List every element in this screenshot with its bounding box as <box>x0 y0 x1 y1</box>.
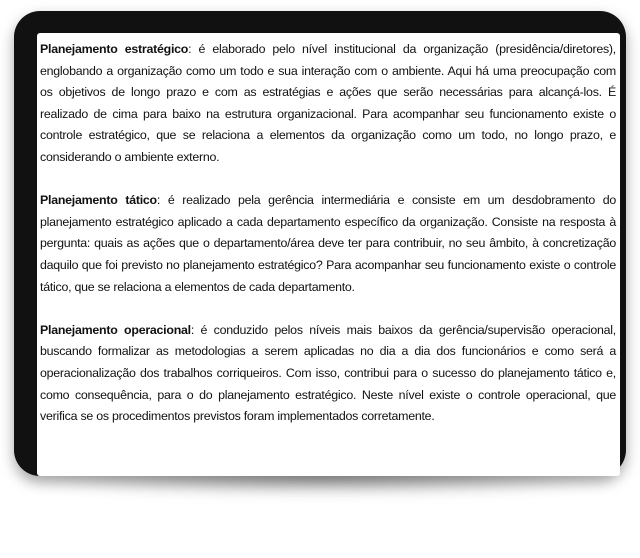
paragraph-text: : é elaborado pelo nível institucional da organização (presidência/diretores), englobando a organização como um todo e sua interação com o ambiente. Aqui há uma preocupação com os objetivos de longo prazo e com as estratégias e ações que serão necessárias para alcançá-los. É realizado de cima para baixo na estrutura organizacional. Para acompanhar seu funcionamento existe o controle estratégico, que se relaciona a elementos da organização como um todo, no longo prazo, e considerando o ambiente externo. <box>40 42 616 164</box>
paragraph-term: Planejamento tático <box>40 193 157 208</box>
paragraph-text: : é conduzido pelos níveis mais baixos da gerência/supervisão operacional, buscando formalizar as metodologias a serem aplicadas no dia a dia dos funcionários e como será a operacionalização dos trabalhos corriqueiros. Com isso, contribui para o sucesso do planejamento tático e, como consequência, para o do planejamento estratégico. Neste nível existe o controle operacional, que verifica se os procedimentos previstos foram implementados corretamente. <box>40 322 616 424</box>
paragraph-text: : é realizado pela gerência intermediária e consiste em um desdobramento do planejamento estratégico aplicado a cada departamento específico da organização. Consiste na resposta à pergunta: quais as ações que o departamento/área deve ter para contribuir, no seu âmbito, à concretização daquilo que foi previsto no planejamento estratégico? Para acompanhar seu funcionamento existe o controle tático, que se relaciona a elementos de cada departamento. <box>40 193 616 294</box>
document-body <box>40 39 616 428</box>
paragraph-operational-planning <box>40 320 616 428</box>
paragraph-term: Planejamento estratégico <box>40 42 189 56</box>
paragraph-tactical-planning <box>40 190 616 298</box>
tablet-screen <box>37 33 620 476</box>
paragraph-strategic-planning <box>40 39 616 169</box>
paragraph-term: Planejamento operacional <box>40 322 191 337</box>
tablet-frame <box>14 11 626 476</box>
